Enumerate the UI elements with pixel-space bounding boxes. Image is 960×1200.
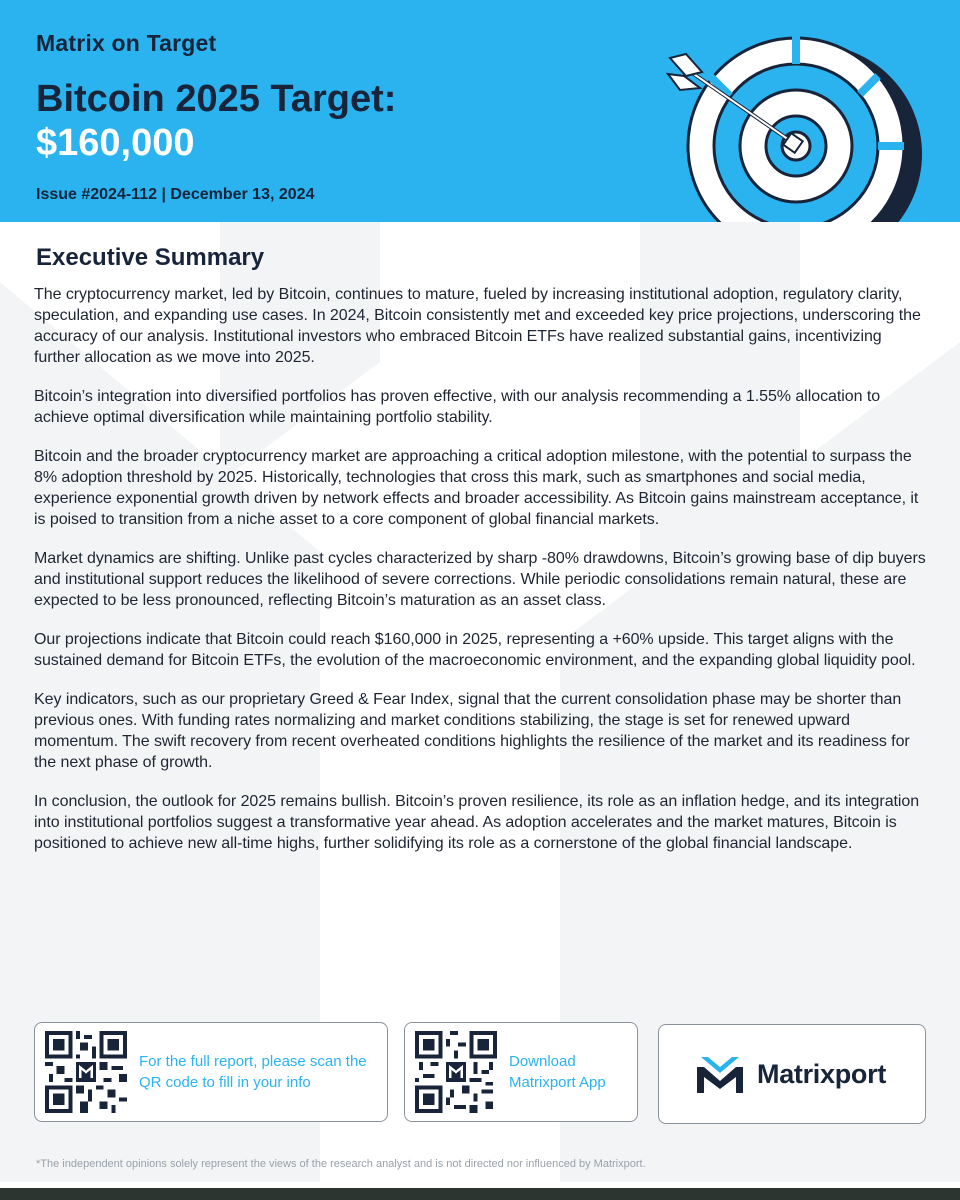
qr-code-icon[interactable] [415, 1031, 497, 1113]
download-app-text[interactable]: Download Matrixport App [509, 1053, 606, 1091]
summary-paragraph: The cryptocurrency market, led by Bitcoin, continues to mature, fueled by increasing institutional adoption, regulatory clarity, speculation, and expanding use cases. In 2024, Bitcoin consistently met and exceeded key price projections, underscoring the accuracy of our analysis. Institutional investors who embraced Bitcoin ETFs have realized substantial gains, incentivizing further allocation as we move into 2025. [34, 286, 921, 366]
section-title: Executive Summary [36, 244, 265, 271]
issue-line: Issue #2024-112 | December 13, 2024 [36, 186, 315, 203]
target-price: $160,000 [36, 122, 195, 164]
download-app-card[interactable] [404, 1022, 638, 1122]
header-banner [0, 0, 960, 222]
brand-line: Matrix on Target [36, 30, 217, 56]
executive-summary [34, 244, 930, 872]
full-report-card[interactable] [34, 1022, 388, 1122]
logo-wordmark: Matrixport [757, 1059, 887, 1089]
target-icon [640, 36, 940, 222]
summary-paragraph: Market dynamics are shifting. Unlike past cycles characterized by sharp -80% drawdowns, Bitcoin’s growing base of dip buyers and institutional support reduces the likelihood of severe corrections. While periodic consolidations remain natural, these are expected to be less pronounced, reflecting Bitcoin’s maturation as an asset class. [34, 550, 926, 609]
summary-paragraph: In conclusion, the outlook for 2025 remains bullish. Bitcoin’s proven resilience, its role as an inflation hedge, and its integration into institutional portfolios suggest a transformative year ahead. As adoption accelerates and the market matures, Bitcoin is positioned to achieve new all-time highs, further solidifying its role as a cornerstone of the global financial landscape. [34, 793, 920, 852]
full-report-text[interactable]: For the full report, please scan the QR code to fill in your info [139, 1053, 367, 1091]
footer-cards [34, 1022, 928, 1122]
qr-code-icon[interactable] [45, 1031, 127, 1113]
summary-paragraph: Key indicators, such as our proprietary Greed & Fear Index, signal that the current consolidation phase may be shorter than previous ones. With funding rates normalizing and market conditions stabilizing, the stage is set for renewed upward momentum. The swift recovery from recent overheated conditions highlights the resilience of the market and its readiness for the next phase of growth. [34, 691, 910, 771]
summary-paragraph: Bitcoin and the broader cryptocurrency market are approaching a critical adoption milestone, with the potential to surpass the 8% adoption threshold by 2025. Historically, technologies that cross this mark, such as smartphones and social media, experience exponential growth driven by network effects and broader accessibility. As Bitcoin gains mainstream acceptance, it is poised to transition from a niche asset to a core component of global financial markets. [34, 448, 919, 528]
matrixport-logo-card [658, 1024, 926, 1124]
summary-paragraph: Bitcoin’s integration into diversified portfolios has proven effective, with our analysis recommending a 1.55% allocation to achieve optimal diversification while maintaining portfolio stability. [34, 388, 881, 426]
matrixport-logo [695, 1055, 895, 1095]
summary-paragraph: Our projections indicate that Bitcoin could reach $160,000 in 2025, representing a +60% upside. This target aligns with the sustained demand for Bitcoin ETFs, the evolution of the macroeconomic environment, and the expanding global liquidity pool. [34, 631, 916, 669]
disclaimer: *The independent opinions solely represent the views of the research analyst and is not directed nor influenced by Matrixport. [36, 1158, 646, 1170]
bottom-bar [0, 1188, 960, 1200]
matrixport-logo-icon [695, 1055, 745, 1095]
headline: Bitcoin 2025 Target: [36, 78, 397, 120]
